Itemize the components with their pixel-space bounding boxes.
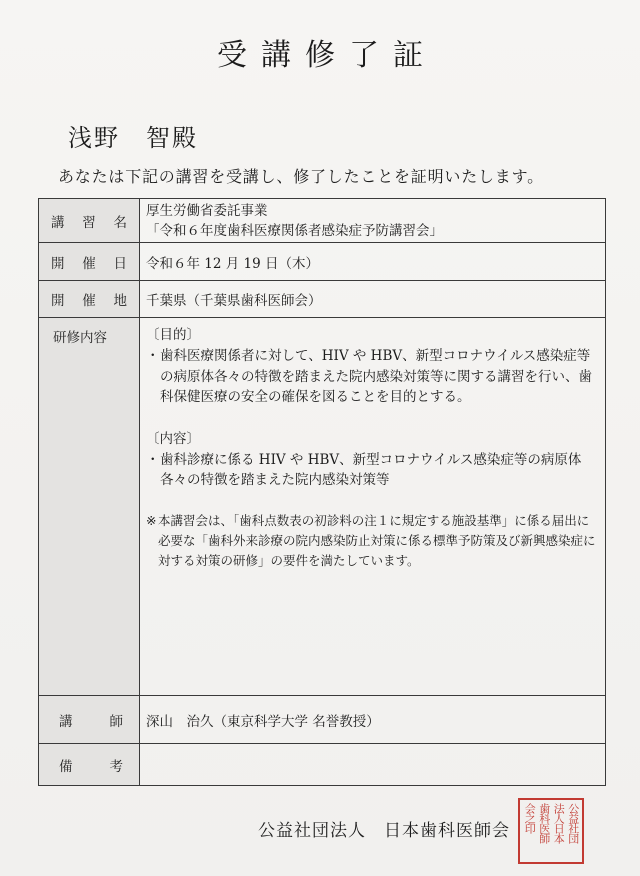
- venue-label: 開催地: [51, 293, 127, 309]
- content-label-cell: [39, 318, 140, 696]
- content-value-cell: [140, 318, 606, 696]
- recipient-name: [68, 118, 198, 153]
- course-name-label-cell: [39, 199, 140, 243]
- date-label-cell: [39, 243, 140, 281]
- date-label: 開催日: [51, 255, 127, 272]
- note-text: 本講習会は、「歯科点数表の初診料の注１に規定する施設基準」に係る届出に必要な「歯科外来診療の院内感染防止対策に係る標準予防策及び新興感染症に対する対策の研修」の要件を満たしています。: [158, 512, 596, 568]
- seal-text: 会之印: [523, 803, 537, 833]
- course-sponsor: 厚生労働省委託事業: [146, 202, 268, 219]
- official-seal: [518, 798, 584, 864]
- content-text: 歯科診療に係る HIV や HBV、新型コロナウイルス感染症等の病原体各々の特徴を踏まえた院内感染対策等: [160, 451, 582, 488]
- remarks-label-cell: [39, 744, 140, 786]
- course-title: 「令和６年度歯科医療関係者感染症予防講習会」: [146, 222, 443, 239]
- lecturer-value: 深山 治久（東京科学大学 名誉教授）: [140, 696, 606, 744]
- course-name-row: [39, 199, 606, 243]
- bullet-glyph: ・: [146, 451, 160, 468]
- venue-label-cell: [39, 281, 140, 318]
- bullet-glyph: ・: [146, 348, 160, 364]
- remarks-row: [39, 744, 606, 786]
- venue-value: 千葉県（千葉県歯科医師会）: [140, 281, 606, 318]
- issuing-organization: 公益社団法人 日本歯科医師会: [258, 821, 510, 841]
- seal-text: 公益社団: [566, 803, 580, 843]
- date-value: 令和６年 12 月 19 日（木）: [140, 243, 606, 281]
- lecturer-row: [39, 696, 606, 744]
- course-name-label: 講習名: [51, 214, 127, 231]
- content-row: [39, 318, 606, 696]
- remarks-value: [140, 744, 606, 786]
- content-item: [146, 450, 599, 491]
- content-heading: 〔内容〕: [146, 430, 200, 447]
- date-row: [39, 243, 606, 281]
- purpose-text: 歯科医療関係者に対して、HIV や HBV、新型コロナウイルス感染症等の病原体各々の特徴を踏まえた院内感染対策等に関する講習を行い、歯科保健医療の安全の確保を図ることを目的とする。: [160, 348, 592, 405]
- recipient-family-name: 浅野: [68, 124, 120, 152]
- course-details-table: [38, 198, 606, 786]
- seal-text: 法人日本: [552, 803, 566, 843]
- purpose-item: [146, 346, 599, 408]
- venue-row: [39, 281, 606, 318]
- recipient-given-name: 智: [146, 124, 172, 152]
- requirement-note: [146, 511, 599, 571]
- lecturer-label: 講師: [59, 713, 123, 730]
- certificate-title: 受講修了証: [217, 38, 437, 73]
- recipient-honorific: 殿: [172, 124, 198, 152]
- remarks-label: 備考: [59, 758, 123, 775]
- course-name-value-cell: [140, 199, 606, 243]
- seal-text: 歯科医師: [537, 803, 551, 843]
- certification-statement: あなたは下記の講習を受講し、修了したことを証明いたします。: [58, 167, 544, 186]
- note-mark: ※: [146, 512, 157, 528]
- lecturer-label-cell: [39, 696, 140, 744]
- purpose-heading: 〔目的〕: [146, 327, 200, 343]
- content-label: 研修内容: [53, 330, 107, 346]
